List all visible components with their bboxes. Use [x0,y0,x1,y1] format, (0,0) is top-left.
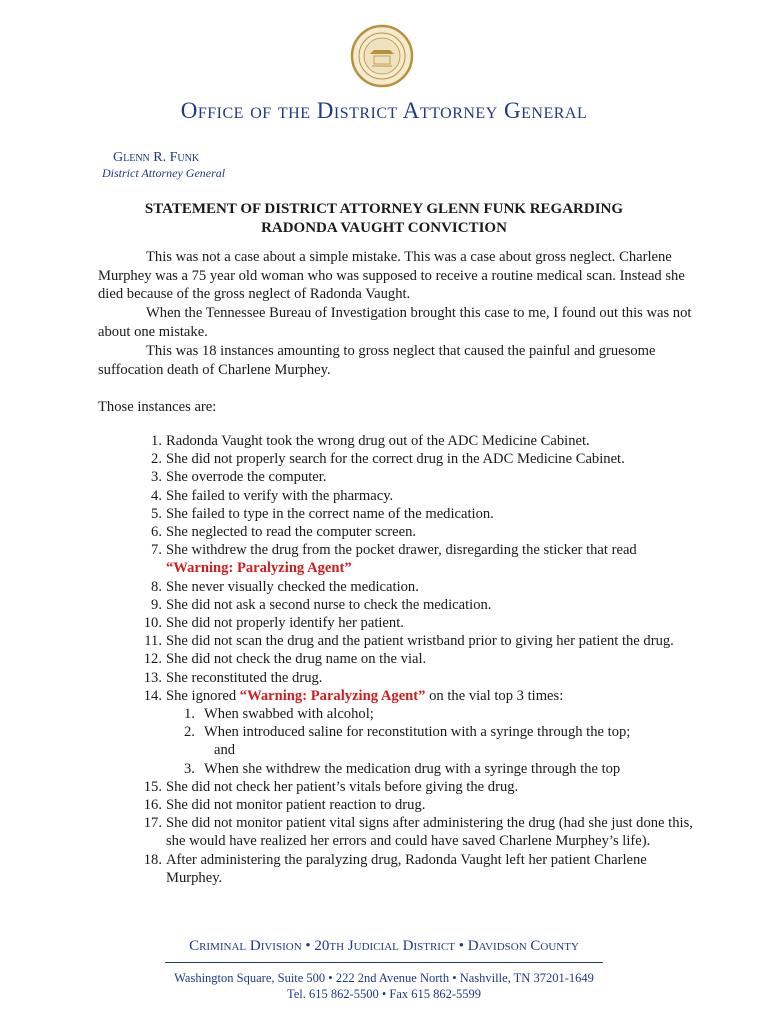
footer-address-block [0,970,768,1002]
list-item [98,450,698,468]
heading-line-2: RADONDA VAUGHT CONVICTION [261,220,507,236]
list-item [98,468,698,486]
sub-list-item-text: When swabbed with alcohol; [204,706,374,723]
warning-text: “Warning: Paralyzing Agent” [239,687,426,704]
list-item-text [154,523,698,541]
list-item-body: Radonda Vaught took the wrong drug out of the ADC Medicine Cabinet. [166,433,590,449]
list-item-number: 2. [151,451,162,468]
list-item-text [154,687,698,705]
list-item-body: She did not monitor patient vital signs after administering the drug (had she just done this, she would have realized her errors and could have saved Charlene Murphey’s life). [166,815,693,850]
list-item-text [154,505,698,523]
sub-list-item-text: When she withdrew the medication drug with a syringe through the top [204,760,621,777]
list-item-body: She did not ask a second nurse to check the medication. [166,596,492,613]
list-item-number: 9. [151,596,162,613]
list-item-number: 10. [143,615,162,632]
paragraph-3: This was 18 instances amounting to gross neglect that caused the painful and gruesome suffocation death of Charlene Murphey. [98,343,656,378]
list-item [98,487,698,505]
sub-list-wrapper [98,705,698,778]
statement-heading [0,200,768,238]
list-item-body: She failed to verify with the pharmacy. [166,487,394,504]
list-item-text [154,432,698,450]
sub-list-item-number: 1. [184,706,195,723]
footer-division: Criminal Division • 20th Judicial District • Davidson County [189,938,579,954]
list-item-text-post: on the vial top 3 times: [425,687,564,704]
sub-list-item-number: 2. [184,724,195,741]
list-item-number: 13. [143,669,162,686]
office-title: Office of the District Attorney General [180,98,588,123]
warning-text: “Warning: Paralyzing Agent” [166,560,352,577]
list-item-text [154,614,698,632]
sub-list-item [184,705,698,723]
sub-list-item-number: 3. [184,760,195,777]
footer-divider [165,962,603,963]
list-item-number: 8. [151,578,162,595]
list-item-number: 12. [143,651,162,668]
list-item-body: After administering the paralyzing drug, Radonda Vaught left her patient Charlene Murphey. [166,851,647,886]
list-item-body: She did not scan the drug and the patient wristband prior to giving her patient the drug. [166,633,674,650]
list-item-body: She did not check her patient’s vitals before giving the drug. [166,778,519,795]
list-item-text [154,669,698,687]
list-item-number: 17. [143,815,162,832]
list-item-number: 5. [151,505,162,522]
sub-list-item [184,723,698,759]
list-item-text [154,778,698,796]
list-item-body: She neglected to read the computer screen. [166,524,417,541]
list-item-text [154,578,698,596]
list-item-body: She overrode the computer. [166,469,327,486]
list-item [98,523,698,541]
list-item-number: 4. [151,487,162,504]
list-item [98,650,698,668]
list-item-text [154,487,698,505]
footer-address: Washington Square, Suite 500 • 222 2nd Avenue North • Nashville, TN 37201-1649 [174,971,594,985]
paragraph-4: Those instances are: [98,399,217,415]
list-item-number: 16. [143,797,162,814]
list-item-text [154,632,698,650]
list-item-number: 1. [151,433,162,449]
list-item-body: She reconstituted the drug. [166,669,323,686]
list-item-number: 14. [143,687,162,704]
list-item [98,541,698,577]
list-item [98,505,698,523]
list-item-body: She did not properly identify her patient. [166,615,404,632]
sub-list-item-continuation: and [214,742,236,759]
paragraph-2: When the Tennessee Bureau of Investigation brought this case to me, I found out this was not about one mistake. [98,305,692,340]
list-item-text [154,650,698,668]
list-item-text [154,596,698,614]
da-name: Glenn R. Funk [113,150,200,165]
list-item-number: 18. [143,851,162,868]
list-item [98,432,698,450]
list-item-text-pre: She ignored [166,687,240,704]
list-item-number: 15. [143,778,162,795]
list-item-text [154,541,698,577]
list-item [98,669,698,687]
heading-line-1: STATEMENT OF DISTRICT ATTORNEY GLENN FUNK REGARDING [144,201,624,217]
da-title: District Attorney General [102,166,226,180]
list-item-body: She did not monitor patient reaction to drug. [166,797,426,814]
sub-list [98,705,698,778]
list-item [98,687,698,705]
list-item [98,578,698,596]
tennessee-state-seal-icon [350,24,414,88]
list-item-body: She failed to type in the correct name of the medication. [166,505,494,522]
list-item-body: She never visually checked the medication. [166,578,419,595]
footer-phone: Tel. 615 862-5500 • Fax 615 862-5599 [286,987,482,1001]
list-item [98,851,698,887]
list-item-body: She did not check the drug name on the vial. [166,651,427,668]
list-item [98,796,698,814]
paragraph-1: This was not a case about a simple mistake. This was a case about gross neglect. Charlene Murphey was a 75 year old woman who was supposed to receive a routine medical scan. Instead she died because of the gross neglect of Radonda Vaught. [98,249,685,302]
list-item-body: She did not properly search for the correct drug in the ADC Medicine Cabinet. [166,451,625,468]
list-item-number: 3. [151,469,162,486]
list-item-body: She withdrew the drug from the pocket drawer, disregarding the sticker that read [166,542,637,559]
sub-list-item-text: When introduced saline for reconstitution with a syringe through the top; [204,724,631,741]
sub-list-item [184,760,698,778]
list-item [98,814,698,850]
list-item [98,632,698,650]
list-item-text [154,814,698,850]
list-item-number: 6. [151,524,162,541]
list-item [98,596,698,614]
list-item-text [154,468,698,486]
list-item [98,778,698,796]
list-item-text [154,450,698,468]
list-item-number: 11. [144,633,162,650]
list-item-text [154,851,698,887]
instances-list [98,432,698,887]
list-item-text [154,796,698,814]
list-item [98,614,698,632]
list-item-number: 7. [151,542,162,559]
